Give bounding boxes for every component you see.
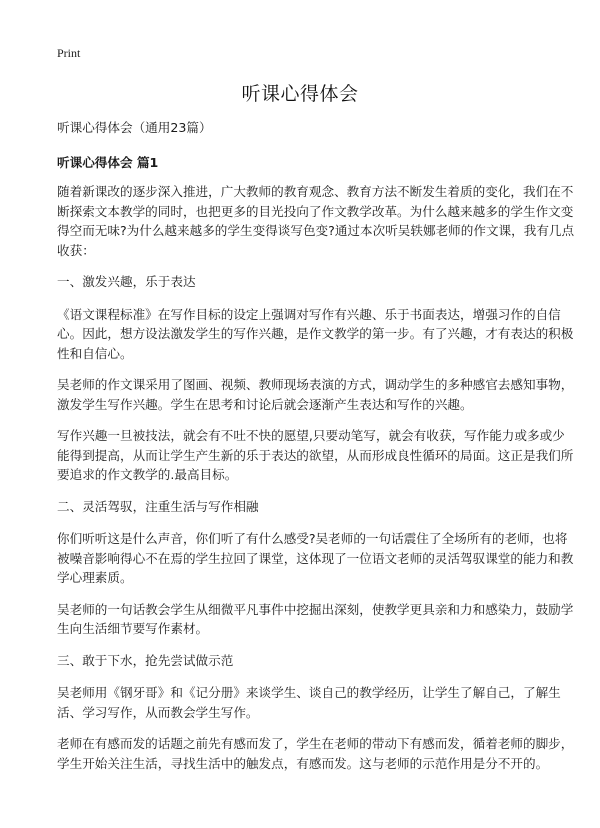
article-body — [57, 118, 577, 785]
paragraph: 写作兴趣一旦被技法，就会有不吐不快的愿望,只要动笔写，就会有收获，写作能力或多或少能得到提高，从而让学生产生新的乐于表达的欲望，从而形成良性循环的局面。这正是我们所要追求的作文教学的.最高目标。 — [57, 428, 574, 482]
paragraph-intro: 随着新课改的逐步深入推进，广大教师的教育观念、教育方法不断发生着质的变化，我们在不断探索文本教学的同时，也把更多的目光投向了作文教学改革。为什么越来越多的学生作文变得空而无味?为什么越来越多的学生变得谈写色变?通过本次听吴轶娜老师的作文课，我有几点收获： — [57, 184, 575, 258]
paragraph: 吴老师用《钢牙哥》和《记分册》来谈学生、谈自己的教学经历，让学生了解自己，了解生活、学习写作，从而教会学生写作。 — [57, 685, 561, 720]
heading-demonstrate: 三、敢于下水，抢先尝试做示范 — [57, 652, 234, 668]
print-link[interactable]: Print — [57, 46, 81, 60]
document-subtitle: 听课心得体会（通用23篇） — [57, 120, 212, 135]
paragraph: 《语文课程标准》在写作目标的设定上强调对写作有兴趣、乐于书面表达，增强习作的自信心。因此，想方设法激发学生的写作兴趣，是作文教学的第一步。有了兴趣，才有表达的积极性和自信心。 — [57, 306, 574, 361]
paragraph: 老师在有感而发的话题之前先有感而发了，学生在老师的带动下有感而发，循着老师的脚步，学生开始关注生活，寻找生活中的触发点，有感而发。这与老师的示范作用是分不开的。 — [57, 736, 574, 771]
heading-interest: 一、激发兴趣，乐于表达 — [57, 274, 196, 289]
heading-flexible: 二、灵活驾驭，注重生活与写作相融 — [57, 498, 259, 514]
paragraph: 吴老师的一句话教会学生从细微平凡事件中挖掘出深刻，使教学更具亲和力和感染力，鼓励学生向生活细节要写作素材。 — [57, 601, 574, 636]
section-title: 听课心得体会 篇1 — [57, 154, 159, 170]
page-title: 听课心得体会 — [241, 83, 359, 105]
paragraph: 吴老师的作文课采用了图画、视频、教师现场表演的方式，调动学生的多种感官去感知事物，激发学生写作兴趣。学生在思考和讨论后就会逐渐产生表达和写作的兴趣。 — [57, 377, 574, 412]
paragraph: 你们听听这是什么声音，你们听了有什么感受?吴老师的一句话震住了全场所有的老师，也将被噪音影响得心不在焉的学生拉回了课堂，这体现了一位语文老师的灵活驾驭课堂的能力和教学心理素质。 — [57, 531, 574, 585]
